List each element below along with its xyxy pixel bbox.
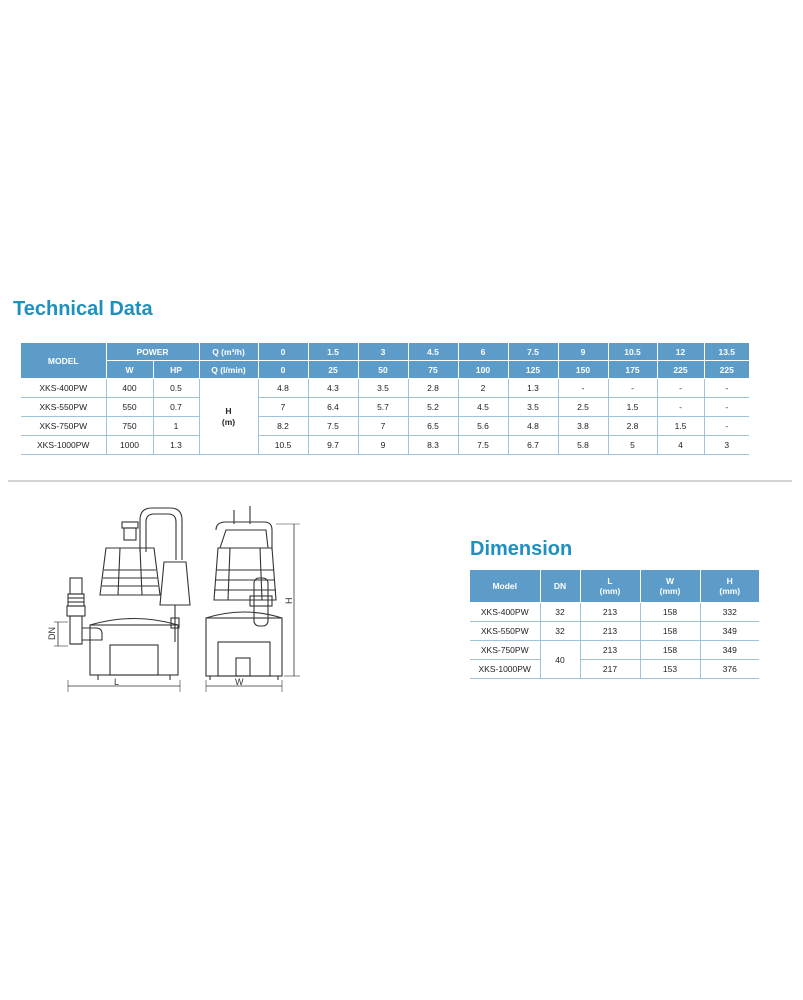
q-m3-value: 12 [657,343,704,361]
h-cell: - [657,398,704,417]
h-cell: 7.5 [458,436,508,455]
h-cell: 4.8 [258,379,308,398]
table-row [470,641,759,660]
h-cell: 1.5 [657,417,704,436]
model-cell: XKS-550PW [470,622,540,641]
h-cell: 5.7 [358,398,408,417]
q-lmin-value: 125 [508,361,558,379]
model-cell: XKS-550PW [21,398,106,417]
h-cell: 349 [700,641,759,660]
table-row [21,398,749,417]
q-m3-value: 10.5 [608,343,657,361]
hp-cell: 1.3 [153,436,199,455]
power-header: POWER [106,343,199,361]
table-row [470,660,759,679]
q-lmin-value: 225 [704,361,749,379]
w-cell: 158 [640,622,700,641]
h-cell: 1.3 [508,379,558,398]
hp-cell: 0.7 [153,398,199,417]
dimension-title: Dimension [470,538,573,560]
table-row [470,603,759,622]
w-header: W [106,361,153,379]
h-cell: 7 [258,398,308,417]
h-cell: 6.7 [508,436,558,455]
model-cell: XKS-750PW [21,417,106,436]
header-row-q-m3 [21,343,749,361]
table-row [21,436,749,455]
model-header: Model [470,570,540,603]
h-cell: 5 [608,436,657,455]
w-header [640,570,700,603]
h-cell: 2.8 [408,379,458,398]
table-row [470,622,759,641]
l-header-unit: (mm) [599,586,621,596]
dn-cell: 32 [540,603,580,622]
h-cell: 4.5 [458,398,508,417]
h-cell: 10.5 [258,436,308,455]
h-cell: 3.5 [358,379,408,398]
l-cell: 213 [580,603,640,622]
q-lmin-value: 175 [608,361,657,379]
section-divider [8,480,792,482]
model-cell: XKS-400PW [470,603,540,622]
q-lmin-value: 75 [408,361,458,379]
w-cell: 400 [106,379,153,398]
h-cell: - [558,379,608,398]
dn-dimension-label: DN [47,627,57,640]
q-lmin-value: 0 [258,361,308,379]
w-dimension-label: W [235,677,244,687]
h-cell: 2 [458,379,508,398]
h-cell: 6.4 [308,398,358,417]
h-cell: 4 [657,436,704,455]
model-cell: XKS-1000PW [470,660,540,679]
model-header: MODEL [21,343,106,379]
h-cell: 2.5 [558,398,608,417]
q-m3-value: 3 [358,343,408,361]
h-cell: 7 [358,417,408,436]
dimension-table [470,570,759,679]
dn-cell-merged: 40 [540,641,580,679]
h-cell: 4.3 [308,379,358,398]
h-cell: 332 [700,603,759,622]
q-lmin-value: 225 [657,361,704,379]
l-cell: 217 [580,660,640,679]
hp-header: HP [153,361,199,379]
h-cell: - [704,379,749,398]
h-header-label: H [726,576,733,586]
h-cell: - [704,417,749,436]
dn-header: DN [540,570,580,603]
h-cell: 1.5 [608,398,657,417]
hp-cell: 1 [153,417,199,436]
q-lmin-value: 50 [358,361,408,379]
q-m3-value: 7.5 [508,343,558,361]
h-cell: 376 [700,660,759,679]
h-cell: 9 [358,436,408,455]
l-header [580,570,640,603]
h-cell: - [657,379,704,398]
w-cell: 750 [106,417,153,436]
q-lmin-header: Q (l/min) [199,361,258,379]
h-cell: 6.5 [408,417,458,436]
q-lmin-value: 25 [308,361,358,379]
h-cell: 4.8 [508,417,558,436]
w-cell: 153 [640,660,700,679]
h-cell: 7.5 [308,417,358,436]
q-lmin-value: 100 [458,361,508,379]
l-dimension-label: L [114,677,120,687]
h-cell: 2.8 [608,417,657,436]
h-dimension-label: H [284,597,294,604]
w-cell: 158 [640,641,700,660]
header-row-q-lmin [21,361,749,379]
q-m3-value: 13.5 [704,343,749,361]
h-cell: 3 [704,436,749,455]
h-cell: 9.7 [308,436,358,455]
h-cell: 5.2 [408,398,458,417]
model-cell: XKS-1000PW [21,436,106,455]
w-cell: 550 [106,398,153,417]
h-cell: 3.8 [558,417,608,436]
h-cell: 5.6 [458,417,508,436]
h-cell: 349 [700,622,759,641]
w-header-unit: (mm) [659,586,681,596]
technical-data-title: Technical Data [13,298,153,320]
w-cell: 1000 [106,436,153,455]
model-cell: XKS-750PW [470,641,540,660]
technical-data-table [21,343,749,455]
l-cell: 213 [580,622,640,641]
l-header-label: L [607,576,613,586]
h-header [700,570,759,603]
h-cell: - [608,379,657,398]
h-cell: 5.8 [558,436,608,455]
w-cell: 158 [640,603,700,622]
h-cell: 8.2 [258,417,308,436]
table-row [21,417,749,436]
q-m3-header: Q (m³/h) [199,343,258,361]
q-m3-value: 9 [558,343,608,361]
h-unit: (m) [221,416,236,427]
hp-cell: 0.5 [153,379,199,398]
model-cell: XKS-400PW [21,379,106,398]
q-m3-value: 4.5 [408,343,458,361]
h-cell: 8.3 [408,436,458,455]
table-row [21,379,749,398]
q-m3-value: 1.5 [308,343,358,361]
h-cell: - [704,398,749,417]
l-cell: 213 [580,641,640,660]
h-header-unit: (mm) [719,586,741,596]
q-m3-value: 0 [258,343,308,361]
pump-dimension-drawing [40,500,310,700]
q-lmin-value: 150 [558,361,608,379]
dn-cell: 32 [540,622,580,641]
h-cell: 3.5 [508,398,558,417]
dimension-header-row [470,570,759,603]
q-m3-value: 6 [458,343,508,361]
w-header-label: W [665,576,675,586]
h-label: H [225,405,232,416]
h-unit-cell [199,379,258,455]
